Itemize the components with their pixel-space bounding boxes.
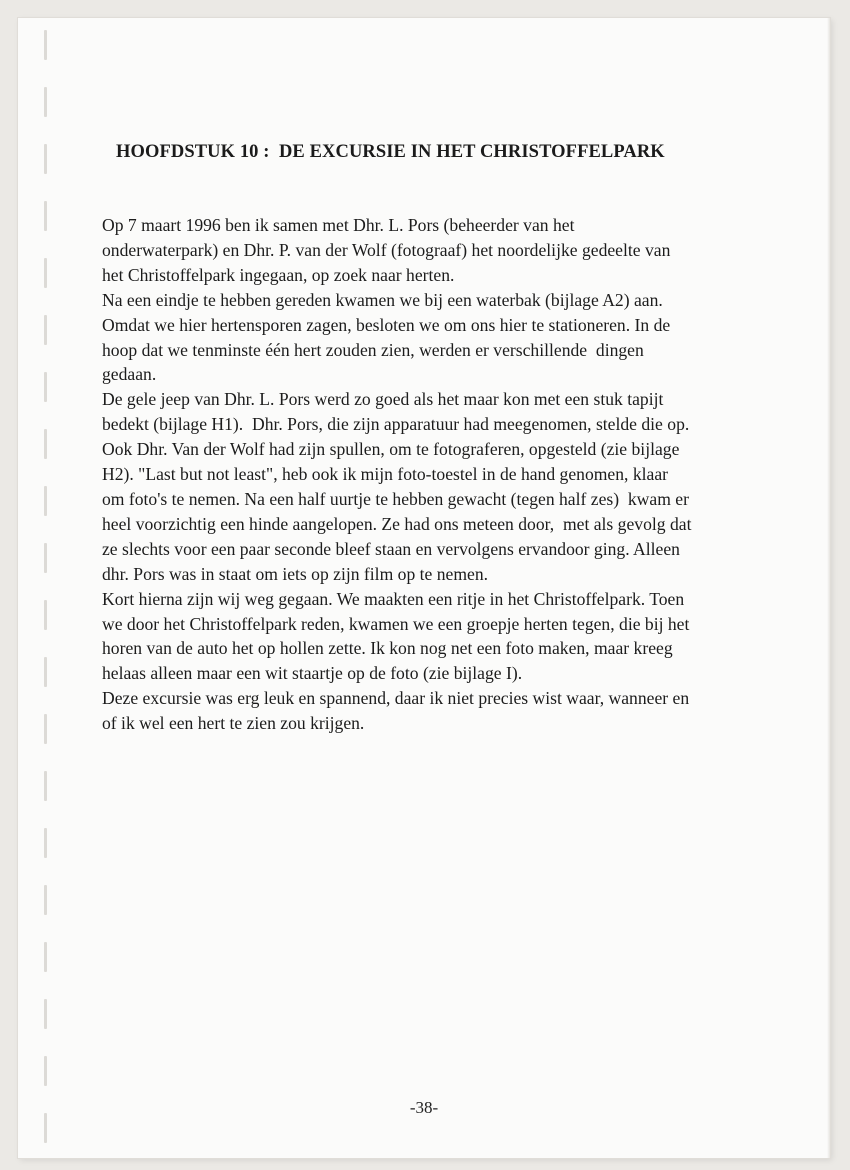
- text-line: of ik wel een hert te zien zou krijgen.: [102, 713, 365, 734]
- text-line: dhr. Pors was in staat om iets op zijn film op te nemen.: [102, 563, 489, 584]
- text-line: om foto's te nemen. Na een half uurtje te hebben gewacht (tegen half zes) kwam er: [102, 488, 689, 509]
- text-line: helaas alleen maar een wit staartje op de foto (zie bijlage I).: [102, 663, 523, 684]
- text-line: we door het Christoffelpark reden, kwamen we een groepje herten tegen, die bij het: [102, 613, 690, 634]
- binding-hole: [44, 258, 47, 288]
- binding-hole: [44, 372, 47, 402]
- binding-hole: [44, 999, 47, 1029]
- binding-hole: [44, 315, 47, 345]
- binding-hole: [44, 201, 47, 231]
- binding-hole: [44, 144, 47, 174]
- page-edge: [827, 18, 830, 1158]
- text-line: H2). "Last but not least", heb ook ik mijn foto-toestel in de hand genomen, klaar: [102, 464, 668, 485]
- text-line: Kort hierna zijn wij weg gegaan. We maakten een ritje in het Christoffelpark. Toen: [102, 588, 685, 609]
- text-line: Omdat we hier hertensporen zagen, besloten we om ons hier te stationeren. In de: [102, 314, 671, 335]
- binding-hole: [44, 600, 47, 630]
- binding-hole: [44, 771, 47, 801]
- binding-hole: [44, 543, 47, 573]
- text-line: Op 7 maart 1996 ben ik samen met Dhr. L. Pors (beheerder van het: [102, 215, 575, 235]
- text-line: Ook Dhr. Van der Wolf had zijn spullen, om te fotograferen, opgesteld (zie bijlage: [102, 439, 680, 460]
- text-line: Na een eindje te hebben gereden kwamen we bij een waterbak (bijlage A2) aan.: [102, 289, 663, 310]
- binding-hole: [44, 87, 47, 117]
- binding-hole: [44, 885, 47, 915]
- text-line: ze slechts voor een paar seconde bleef staan en vervolgens ervandoor ging. Alleen: [102, 538, 680, 559]
- text-line: heel voorzichtig een hinde aangelopen. Ze had ons meteen door, met als gevolg dat: [102, 513, 692, 534]
- binding-hole: [44, 486, 47, 516]
- binding-hole: [44, 942, 47, 972]
- binding-hole: [44, 714, 47, 744]
- binding-hole: [44, 1056, 47, 1086]
- text-line: gedaan.: [102, 364, 157, 385]
- text-line: het Christoffelpark ingegaan, op zoek naar herten.: [102, 264, 455, 285]
- chapter-heading: HOOFDSTUK 10 : DE EXCURSIE IN HET CHRISTOFFELPARK: [116, 142, 665, 162]
- binding-hole: [44, 828, 47, 858]
- text-line: Deze excursie was erg leuk en spannend, daar ik niet precies wist waar, wanneer en: [102, 688, 690, 709]
- binding-hole: [44, 657, 47, 687]
- text-line: bedekt (bijlage H1). Dhr. Pors, die zijn apparatuur had meegenomen, stelde die op.: [102, 414, 690, 435]
- page-number: -38-: [409, 1098, 439, 1117]
- document-page: [18, 18, 830, 1158]
- binding-hole: [44, 30, 47, 60]
- text-line: De gele jeep van Dhr. L. Pors werd zo goed als het maar kon met een stuk tapijt: [102, 389, 664, 410]
- binding-holes: [44, 18, 54, 1158]
- text-line: horen van de auto het op hollen zette. Ik kon nog net een foto maken, maar kreeg: [102, 638, 673, 659]
- binding-hole: [44, 429, 47, 459]
- text-line: onderwaterpark) en Dhr. P. van der Wolf (fotograaf) het noordelijke gedeelte van: [102, 239, 671, 260]
- body-text: [102, 213, 742, 736]
- text-line: hoop dat we tenminste één hert zouden zien, werden er verschillende dingen: [102, 339, 644, 360]
